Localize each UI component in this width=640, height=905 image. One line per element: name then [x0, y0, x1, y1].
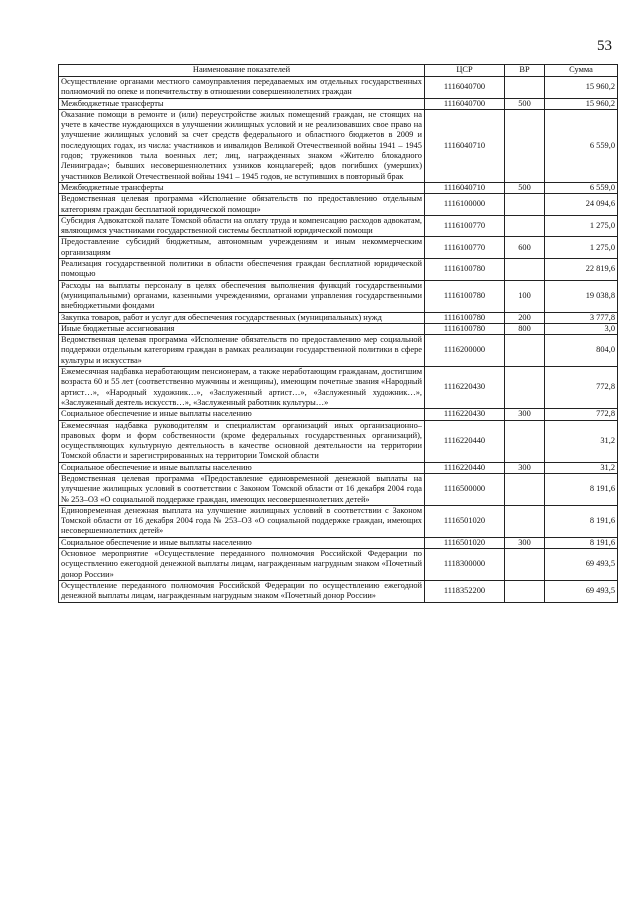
name-cell: Оказание помощи в ремонте и (или) переустройстве жилых помещений граждан, не стоящих на учете в качестве нуждающихся в улучшении жилищных условий и не реализовавших свое право на улучшение жилищных условий за счет средств федерального и областного бюджетов в 2009 и последующих годах, из числа: участников и инвалидов Великой Отечественной войны 1941 – 1945 годов; тружеников тыла военных лет; лиц, награжденных знаком «Жителю блокадного Ленинграда»; бывших несовершеннолетних узников концлагерей; вдов погибших (умерших) участников Великой Отечественной войны 1941 – 1945 годов, не вступивших в повторный брак: [59, 109, 425, 182]
name-cell: Закупка товаров, работ и услуг для обеспечения государственных (муниципальных) нужд: [59, 312, 425, 323]
vr-cell: 300: [505, 462, 545, 473]
csr-cell: 1116040710: [425, 109, 505, 182]
vr-cell: 200: [505, 312, 545, 323]
sum-cell: 772,8: [545, 409, 618, 420]
table-row: [59, 215, 618, 237]
sum-cell: 22 819,6: [545, 259, 618, 281]
table-row: [59, 580, 618, 602]
vr-cell: 800: [505, 323, 545, 334]
sum-cell: 69 493,5: [545, 580, 618, 602]
table-row: [59, 462, 618, 473]
vr-cell: [505, 259, 545, 281]
vr-cell: [505, 549, 545, 581]
csr-cell: 1116100780: [425, 323, 505, 334]
name-cell: Ведомственная целевая программа «Предоставление единовременной денежной выплаты на улучшение жилищных условий в соответствии с Законом Томской области от 16 декабря 2004 года № 253–ОЗ «О социальной поддержке граждан, имеющих несовершеннолетних детей»: [59, 473, 425, 505]
vr-cell: [505, 77, 545, 99]
csr-cell: 1116501020: [425, 505, 505, 537]
vr-cell: [505, 109, 545, 182]
csr-cell: 1116220430: [425, 367, 505, 409]
table-row: [59, 98, 618, 109]
csr-cell: 1116100780: [425, 259, 505, 281]
sum-cell: 8 191,6: [545, 505, 618, 537]
sum-cell: 1 275,0: [545, 215, 618, 237]
sum-cell: 24 094,6: [545, 194, 618, 216]
csr-cell: 1116220430: [425, 409, 505, 420]
sum-cell: 3,0: [545, 323, 618, 334]
table-row: [59, 409, 618, 420]
name-cell: Межбюджетные трансферты: [59, 98, 425, 109]
table-row: [59, 237, 618, 259]
csr-cell: 1118352200: [425, 580, 505, 602]
name-cell: Субсидия Адвокатской палате Томской области на оплату труда и компенсацию расходов адвокатам, являющимся участниками государственной системы бесплатной юридической помощи: [59, 215, 425, 237]
sum-cell: 69 493,5: [545, 549, 618, 581]
name-cell: Ведомственная целевая программа «Исполнение обязательств по предоставлению отдельным категориям граждан бесплатной юридической помощи»: [59, 194, 425, 216]
name-cell: Реализация государственной политики в области обеспечения граждан бесплатной юридической помощью: [59, 259, 425, 281]
vr-cell: 500: [505, 98, 545, 109]
sum-cell: 8 191,6: [545, 537, 618, 548]
sum-cell: 8 191,6: [545, 473, 618, 505]
vr-cell: [505, 505, 545, 537]
vr-cell: [505, 580, 545, 602]
table-row: [59, 335, 618, 367]
table-row: [59, 194, 618, 216]
name-cell: Межбюджетные трансферты: [59, 182, 425, 193]
csr-cell: 1116200000: [425, 335, 505, 367]
name-cell: Ежемесячная надбавка руководителям и специалистам организаций иных организационно–правовых форм и форм собственности (кроме федеральных государственных организаций), осуществляющих культурную деятельность в качестве основной деятельности на территории Томской области и зарегистрированных на территории Томской области: [59, 420, 425, 462]
csr-cell: 1116100780: [425, 312, 505, 323]
csr-cell: 1116220440: [425, 420, 505, 462]
csr-cell: 1116220440: [425, 462, 505, 473]
csr-cell: 1118300000: [425, 549, 505, 581]
table-row: [59, 77, 618, 99]
csr-cell: 1116040700: [425, 77, 505, 99]
csr-cell: 1116100770: [425, 237, 505, 259]
name-cell: Иные бюджетные ассигнования: [59, 323, 425, 334]
vr-cell: [505, 473, 545, 505]
vr-cell: [505, 420, 545, 462]
sum-cell: 19 038,8: [545, 280, 618, 312]
vr-cell: 500: [505, 182, 545, 193]
table-header: [59, 65, 618, 77]
csr-cell: 1116100780: [425, 280, 505, 312]
header-name: Наименование показателей: [59, 65, 425, 77]
header-csr: ЦСР: [425, 65, 505, 77]
sum-cell: 31,2: [545, 462, 618, 473]
table-row: [59, 473, 618, 505]
table-row: [59, 549, 618, 581]
name-cell: Осуществление переданного полномочия Российской Федерации по осуществлению ежегодной денежной выплаты лицам, награжденным нагрудным знаком «Почетный донор России»: [59, 580, 425, 602]
sum-cell: 3 777,8: [545, 312, 618, 323]
vr-cell: [505, 335, 545, 367]
budget-table: [58, 64, 618, 603]
vr-cell: [505, 215, 545, 237]
sum-cell: 31,2: [545, 420, 618, 462]
vr-cell: 100: [505, 280, 545, 312]
table-row: [59, 367, 618, 409]
name-cell: Социальное обеспечение и иные выплаты населению: [59, 409, 425, 420]
sum-cell: 804,0: [545, 335, 618, 367]
csr-cell: 1116500000: [425, 473, 505, 505]
vr-cell: 300: [505, 409, 545, 420]
name-cell: Основное мероприятие «Осуществление переданного полномочия Российской Федерации по осуществлению ежегодной денежной выплаты лицам, награжденным нагрудным знаком «Почетный донор России»: [59, 549, 425, 581]
header-row: [59, 65, 618, 77]
sum-cell: 15 960,2: [545, 77, 618, 99]
name-cell: Ведомственная целевая программа «Исполнение обязательств по предоставлению мер социальной поддержки отдельным категориям граждан в рамках реализации государственной политики в сфере культуры и искусства»: [59, 335, 425, 367]
header-sum: Сумма: [545, 65, 618, 77]
table-row: [59, 505, 618, 537]
table-row: [59, 259, 618, 281]
table-row: [59, 312, 618, 323]
sum-cell: 6 559,0: [545, 182, 618, 193]
csr-cell: 1116100000: [425, 194, 505, 216]
table-row: [59, 537, 618, 548]
name-cell: Расходы на выплаты персоналу в целях обеспечения выполнения функций государственными (муниципальными) органами, казенными учреждениями, органами управления государственными внебюджетными фондами: [59, 280, 425, 312]
vr-cell: 300: [505, 537, 545, 548]
vr-cell: [505, 367, 545, 409]
name-cell: Ежемесячная надбавка неработающим пенсионерам, а также неработающим гражданам, достигшим возраста 60 и 55 лет (соответственно мужчины и женщины), имеющим почетные звания «Народный артист…», «Народный художник…», «Заслуженный артист…», «Заслуженный художник…», «Заслуженный деятель искусств…», «Заслуженный работник культуры…»: [59, 367, 425, 409]
csr-cell: 1116040710: [425, 182, 505, 193]
vr-cell: [505, 194, 545, 216]
csr-cell: 1116501020: [425, 537, 505, 548]
name-cell: Единовременная денежная выплата на улучшение жилищных условий в соответствии с Законом Томской области от 16 декабря 2004 года № 253–ОЗ «О социальной поддержке граждан, имеющих несовершеннолетних детей»: [59, 505, 425, 537]
name-cell: Предоставление субсидий бюджетным, автономным учреждениям и иным некоммерческим организациям: [59, 237, 425, 259]
sum-cell: 772,8: [545, 367, 618, 409]
page-number: 53: [597, 38, 612, 54]
table-row: [59, 280, 618, 312]
csr-cell: 1116040700: [425, 98, 505, 109]
header-vr: ВР: [505, 65, 545, 77]
table-row: [59, 323, 618, 334]
table-row: [59, 182, 618, 193]
table-row: [59, 109, 618, 182]
sum-cell: 15 960,2: [545, 98, 618, 109]
csr-cell: 1116100770: [425, 215, 505, 237]
table-body: [59, 77, 618, 603]
table-row: [59, 420, 618, 462]
name-cell: Социальное обеспечение и иные выплаты населению: [59, 462, 425, 473]
sum-cell: 6 559,0: [545, 109, 618, 182]
sum-cell: 1 275,0: [545, 237, 618, 259]
vr-cell: 600: [505, 237, 545, 259]
name-cell: Осуществление органами местного самоуправления передаваемых им отдельных государственных полномочий по опеке и попечительству в отношении совершеннолетних граждан: [59, 77, 425, 99]
name-cell: Социальное обеспечение и иные выплаты населению: [59, 537, 425, 548]
